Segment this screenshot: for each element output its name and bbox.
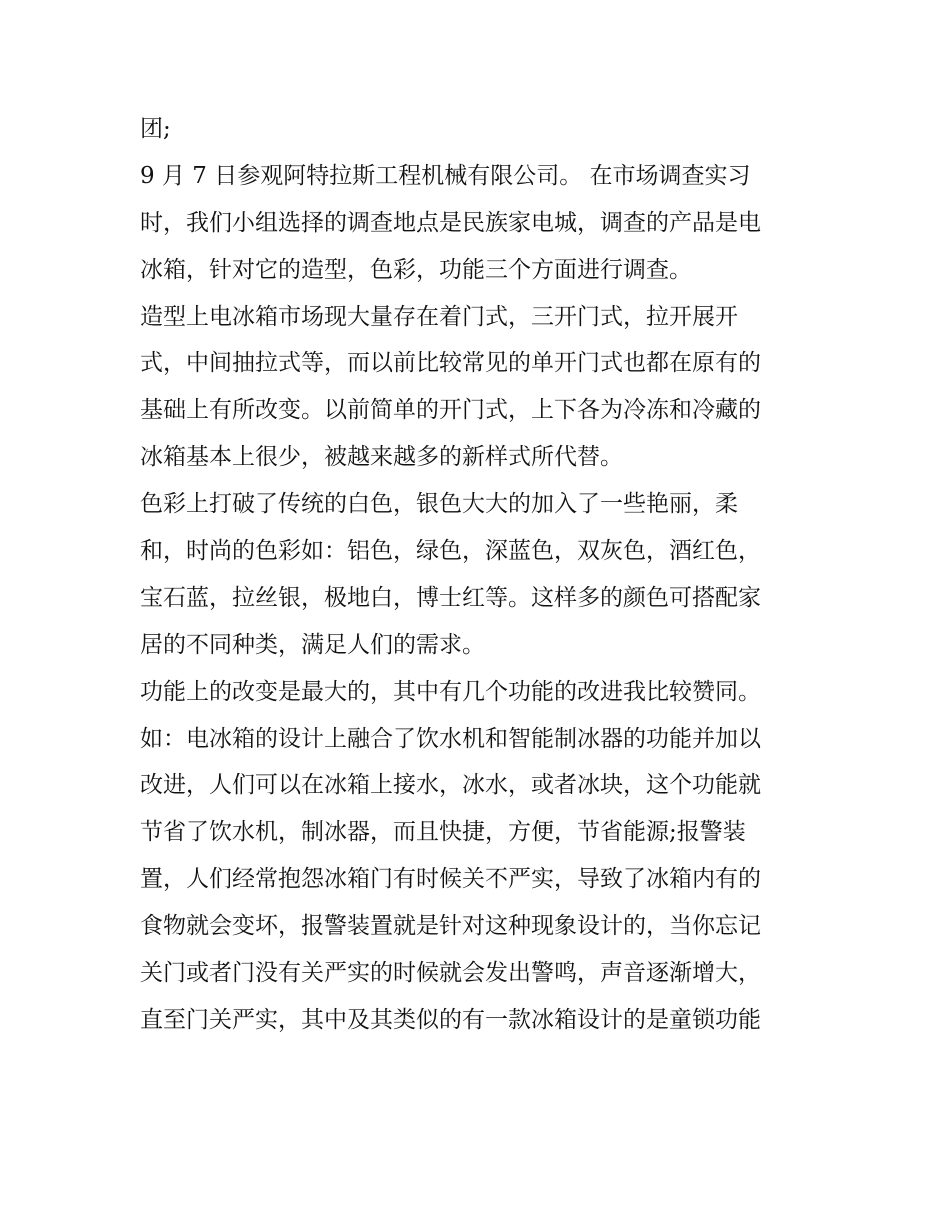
text-line-13: 功能上的改变是最大的，其中有几个功能的改进我比较赞同。 bbox=[140, 678, 761, 705]
text-line-17: 置，人们经常抱怨冰箱门有时候关不严实，导致了冰箱内有的 bbox=[140, 866, 761, 893]
text-line-20: 直至门关严实，其中及其类似的有一款冰箱设计的是童锁功能 bbox=[140, 1006, 761, 1033]
text-line-18: 食物就会变坏，报警装置就是针对这种现象设计的，当你忘记 bbox=[140, 913, 761, 940]
text-line-8: 冰箱基本上很少，被越来越多的新样式所代替。 bbox=[140, 444, 623, 471]
text-line-11: 宝石蓝，拉丝银，极地白，博士红等。这样多的颜色可搭配家 bbox=[140, 584, 761, 611]
body-text bbox=[140, 106, 840, 1044]
text-line-3: 时，我们小组选择的调查地点是民族家电城，调查的产品是电 bbox=[140, 209, 761, 236]
text-line-16: 节省了饮水机，制冰器，而且快捷，方便，节省能源;报警装 bbox=[140, 819, 746, 846]
text-line-6: 式，中间抽拉式等，而以前比较常见的单开门式也都在原有的 bbox=[140, 350, 761, 377]
text-line-19: 关门或者门没有关严实的时候就会发出警鸣，声音逐渐增大， bbox=[140, 960, 761, 987]
text-line-7: 基础上有所改变。以前简单的开门式，上下各为冷冻和冷藏的 bbox=[140, 397, 761, 424]
text-line-4: 冰箱，针对它的造型，色彩，功能三个方面进行调查。 bbox=[140, 256, 692, 283]
text-line-5: 造型上电冰箱市场现大量存在着门式，三开门式，拉开展开 bbox=[140, 303, 738, 330]
text-line-14: 如：电冰箱的设计上融合了饮水机和智能制冰器的功能并加以 bbox=[140, 725, 761, 752]
text-line-1: 团; bbox=[140, 116, 171, 142]
text-line-2: 9 月 7 日参观阿特拉斯工程机械有限公司。 在市场调查实习 bbox=[140, 162, 751, 189]
text-line-15: 改进，人们可以在冰箱上接水，冰水，或者冰块，这个功能就 bbox=[140, 772, 761, 799]
text-line-12: 居的不同种类，满足人们的需求。 bbox=[140, 631, 485, 658]
text-line-9: 色彩上打破了传统的白色，银色大大的加入了一些艳丽，柔 bbox=[140, 491, 738, 518]
text-line-10: 和，时尚的色彩如：铝色，绿色，深蓝色，双灰色，酒红色， bbox=[140, 538, 761, 565]
